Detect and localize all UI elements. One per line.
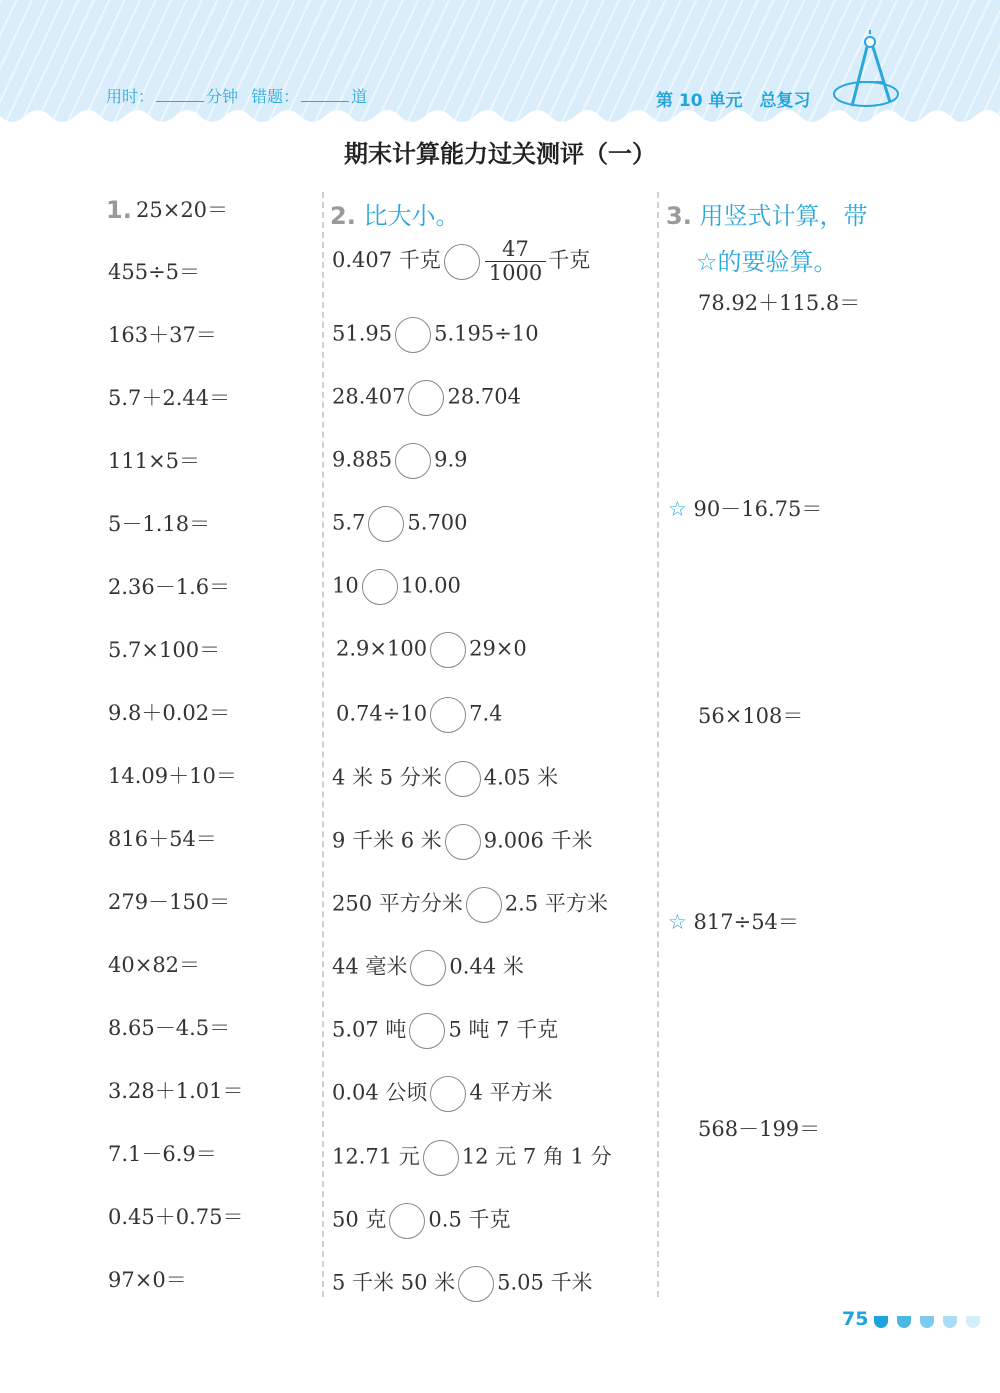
answer-circle[interactable]	[444, 244, 480, 280]
time-and-errors	[106, 84, 367, 107]
compare-item: 4 米 5 分米 4.05 米	[332, 761, 558, 797]
compare-item: 5.07 吨 5 吨 7 千克	[332, 1013, 558, 1049]
answer-circle[interactable]	[395, 317, 431, 353]
vertical-calc-item: 78.92＋115.8＝	[698, 291, 861, 315]
dot-icon	[897, 1316, 911, 1328]
answer-circle[interactable]	[389, 1203, 425, 1239]
compare-item: 12.71 元 12 元 7 角 1 分	[332, 1140, 612, 1176]
answer-circle[interactable]	[408, 380, 444, 416]
vertical-calc-item-starred: ☆ 90－16.75＝	[668, 497, 823, 521]
dot-icon	[966, 1316, 980, 1328]
answer-circle[interactable]	[409, 1013, 445, 1049]
compare-item: 51.95 5.195÷10	[332, 317, 539, 353]
calc-item: 40×82＝	[108, 953, 201, 977]
compass-icon	[830, 30, 900, 116]
fraction: $\frac{47}{1000}$	[485, 238, 546, 285]
compare-item: 5 千米 50 米 5.05 千米	[332, 1266, 593, 1302]
calc-item: 7.1－6.9＝	[108, 1142, 217, 1166]
errors-label: 错题：	[251, 87, 300, 106]
unit-title: 第 10 单元 总复习	[656, 91, 811, 111]
errors-blank[interactable]	[301, 87, 349, 102]
column-divider-1	[322, 192, 324, 1297]
answer-circle[interactable]	[423, 1140, 459, 1176]
time-label: 用时：	[106, 87, 155, 106]
calc-item: 0.45＋0.75＝	[108, 1205, 244, 1229]
answer-circle[interactable]	[430, 1076, 466, 1112]
answer-circle[interactable]	[430, 632, 466, 668]
answer-circle[interactable]	[410, 950, 446, 986]
page-number: 75	[842, 1308, 869, 1330]
compare-item: 50 克 0.5 千克	[332, 1203, 510, 1239]
calc-item: 14.09＋10＝	[108, 764, 237, 788]
compare-item: 0.04 公顷 4 平方米	[332, 1076, 552, 1112]
time-unit: 分钟	[206, 87, 239, 106]
calc-item: 5.7×100＝	[108, 638, 221, 662]
compare-item: 10 10.00	[332, 569, 461, 605]
errors-unit: 道	[351, 87, 368, 106]
compare-item: 0.74÷10 7.4	[336, 697, 502, 733]
page-dots	[874, 1313, 989, 1332]
dot-icon	[874, 1316, 888, 1328]
compare-item: 2.9×100 29×0	[336, 632, 527, 668]
compare-item: 250 平方分米 2.5 平方米	[332, 887, 608, 923]
compare-item: 5.7 5.700	[332, 506, 468, 542]
section-1-number: 1.	[106, 196, 132, 224]
vertical-calc-item-starred: ☆ 817÷54＝	[668, 910, 799, 934]
answer-circle[interactable]	[362, 569, 398, 605]
calc-item: 111×5＝	[108, 449, 201, 473]
compare-item: 44 毫米 0.44 米	[332, 950, 524, 986]
calc-item: 455÷5＝	[108, 260, 201, 284]
calc-item: 279－150＝	[108, 890, 231, 914]
answer-circle[interactable]	[466, 887, 502, 923]
section-2-title: 2. 比大小。	[330, 202, 460, 230]
answer-circle[interactable]	[395, 443, 431, 479]
calc-item: 5.7＋2.44＝	[108, 386, 231, 410]
compare-item: 9 千米 6 米 9.006 千米	[332, 824, 593, 860]
calc-item: 9.8＋0.02＝	[108, 701, 231, 725]
star-icon: ☆	[668, 497, 687, 521]
calc-item: 3.28＋1.01＝	[108, 1079, 244, 1103]
star-icon: ☆	[668, 910, 687, 934]
compare-item: 28.407 28.704	[332, 380, 521, 416]
section-3-title-line2: ☆的要验算。	[696, 248, 838, 276]
calc-item: 2.36－1.6＝	[108, 575, 231, 599]
answer-circle[interactable]	[445, 824, 481, 860]
answer-circle[interactable]	[445, 761, 481, 797]
compare-item-fraction: 0.407 千克 $\frac{47}{1000}$ 千克	[332, 237, 591, 286]
column-divider-2	[657, 192, 659, 1297]
page-title: 期末计算能力过关测评（一）	[344, 140, 656, 168]
calc-item: 816＋54＝	[108, 827, 217, 851]
calc-item: 25×20＝	[136, 198, 229, 222]
answer-circle[interactable]	[368, 506, 404, 542]
dot-icon	[920, 1316, 934, 1328]
dot-icon	[943, 1316, 957, 1328]
section-3-title: 3. 用竖式计算，带	[666, 202, 868, 230]
calc-item: 5－1.18＝	[108, 512, 211, 536]
calc-item: 97×0＝	[108, 1268, 187, 1292]
compare-item: 9.885 9.9	[332, 443, 468, 479]
calc-item: 163＋37＝	[108, 323, 217, 347]
answer-circle[interactable]	[458, 1266, 494, 1302]
calc-item: 8.65－4.5＝	[108, 1016, 231, 1040]
vertical-calc-item: 568－199＝	[698, 1117, 821, 1141]
vertical-calc-item: 56×108＝	[698, 704, 804, 728]
time-blank[interactable]	[156, 87, 204, 102]
answer-circle[interactable]	[430, 697, 466, 733]
